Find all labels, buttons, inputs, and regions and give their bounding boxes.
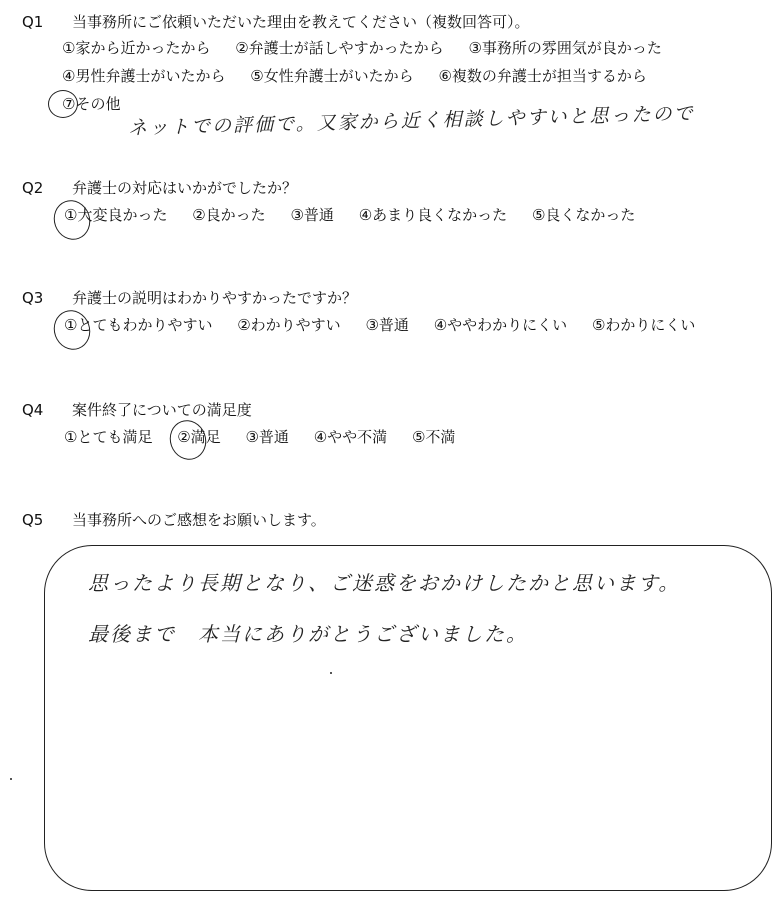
q2-selection-circle [48, 195, 96, 245]
q4-option-2: ②満足 [177, 428, 221, 446]
q1-option-3: ③事務所の雰囲気が良かった [468, 39, 662, 57]
q3-question [22, 288, 762, 308]
q4-option-3: ③普通 [245, 428, 289, 446]
q2-option-2: ②良かった [192, 206, 266, 224]
q1-question [22, 12, 762, 32]
q1-option-7: ⑦その他 [62, 95, 121, 113]
q4-option-4: ④やや不満 [313, 428, 388, 446]
q1-options-row1 [62, 38, 682, 58]
q3-options [64, 315, 715, 335]
q4-option-5: ⑤不満 [411, 428, 456, 446]
q5-number: Q5 [22, 511, 44, 529]
q4-text: 案件終了についての満足度 [72, 401, 252, 419]
q4-selection-circle [164, 415, 212, 465]
q1-text: 当事務所にご依頼いただいた理由を教えてください（複数回答可）。 [72, 13, 530, 31]
q3-option-1: ①とてもわかりやすい [64, 316, 213, 334]
q4-question [22, 400, 762, 420]
q3-option-4: ④ややわかりにくい [433, 316, 568, 334]
q1-option-4: ④男性弁護士がいたから [62, 67, 226, 85]
q3-selection-circle [48, 305, 96, 355]
scan-speck [10, 778, 12, 780]
q4-number: Q4 [22, 401, 44, 419]
q1-number: Q1 [22, 13, 44, 31]
q3-number: Q3 [22, 289, 44, 307]
q3-option-5: ⑤わかりにくい [591, 316, 696, 334]
q1-options-row2 [62, 66, 667, 86]
q3-option-3: ③普通 [365, 316, 409, 334]
q2-option-1: ①大変良かった [64, 206, 168, 224]
q1-handwritten-answer: ネットでの評価で。又家から近く相談しやすいと思ったので [127, 102, 695, 140]
q5-answer-box [44, 545, 772, 891]
q1-option-6: ⑥複数の弁護士が担当するから [438, 67, 647, 85]
scan-speck [330, 672, 332, 674]
q2-option-5: ⑤良くなかった [531, 206, 636, 224]
q2-number: Q2 [22, 179, 44, 197]
q1-option-5: ⑤女性弁護士がいたから [250, 67, 414, 85]
q4-options [64, 427, 475, 447]
q1-option-1: ①家から近かったから [62, 39, 211, 57]
q1-selection-circle [48, 90, 78, 118]
q2-option-4: ④あまり良くなかった [358, 206, 508, 224]
q5-handwritten-line1: 思ったより長期となり、ご迷惑をおかけしたかと思います。 [88, 571, 681, 595]
q2-options [64, 205, 655, 225]
q5-handwritten-line2: 最後まで 本当にありがとうございました。 [88, 622, 528, 646]
q5-text: 当事務所へのご感想をお願いします。 [72, 511, 326, 529]
q3-option-2: ②わかりやすい [237, 316, 341, 334]
q2-question [22, 178, 762, 198]
q2-text: 弁護士の対応はいかがでしたか？ [72, 179, 298, 197]
q5-question [22, 510, 762, 530]
q1-option-2: ②弁護士が話しやすかったから [235, 39, 444, 57]
q3-text: 弁護士の説明はわかりやすかったですか？ [72, 289, 358, 307]
q4-option-1: ①とても満足 [64, 428, 153, 446]
q2-option-3: ③普通 [290, 206, 334, 224]
